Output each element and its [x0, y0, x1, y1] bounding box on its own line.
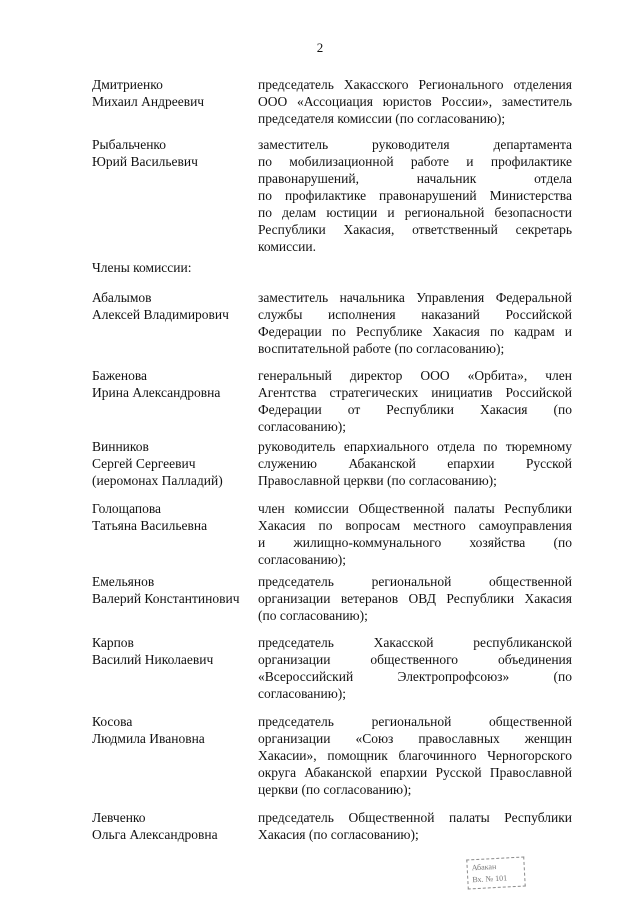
surname: Винников: [92, 439, 149, 454]
role-line: служению Абаканской епархии Русской: [258, 456, 572, 471]
role-line: руководитель епархиального отдела по тюремному: [258, 439, 572, 454]
given-names: Людмила Ивановна: [92, 731, 205, 746]
role-line: воспитательной работе (по согласованию);: [258, 341, 505, 356]
surname: Карпов: [92, 635, 134, 650]
member-name: [92, 809, 252, 843]
given-names: Сергей Сергеевич: [92, 456, 196, 471]
role-line: округа Абаканской епархии Русской Православной: [258, 765, 572, 780]
surname: Дмитриенко: [92, 77, 163, 92]
given-names: Валерий Константинович: [92, 591, 240, 606]
member-role: [258, 76, 572, 127]
role-line: генеральный директор ООО «Орбита», член: [258, 368, 572, 383]
role-line: председатель региональной общественной: [258, 574, 572, 589]
member-name: [92, 76, 252, 110]
role-line: по профилактике правонарушений Министерства: [258, 188, 572, 203]
role-line: согласованию);: [258, 419, 347, 434]
given-names: Юрий Васильевич: [92, 154, 198, 169]
members-heading: Члены комиссии:: [92, 260, 192, 275]
role-line: правонарушений, начальник отдела: [258, 171, 572, 186]
member-role: [258, 367, 572, 435]
member-name: [92, 634, 252, 668]
role-line: организации ветеранов ОВД Республики Хакасия: [258, 591, 572, 606]
member-name: [92, 438, 252, 489]
surname: Рыбальченко: [92, 137, 167, 152]
role-line: (по согласованию);: [258, 608, 368, 623]
role-line: ООО «Ассоциация юристов России», заместитель: [258, 94, 572, 109]
role-line: по делам юстиции и региональной безопасности: [258, 205, 572, 220]
role-line: Хакасия (по согласованию);: [258, 827, 419, 842]
member-role: [258, 573, 572, 624]
role-line: и жилищно-коммунального хозяйства (по: [258, 535, 572, 550]
role-line: Республики Хакасия, ответственный секретарь: [258, 222, 572, 237]
member-name: [92, 136, 252, 170]
member-role: [258, 809, 572, 843]
member-role: [258, 713, 572, 798]
member-name: [92, 500, 252, 534]
role-line: церкви (по согласованию);: [258, 782, 412, 797]
surname: Емельянов: [92, 574, 155, 589]
given-names: Михаил Андреевич: [92, 94, 205, 109]
given-names: Алексей Владимирович: [92, 307, 229, 322]
member-name: [92, 573, 252, 607]
member-role: [258, 634, 572, 702]
role-line: председатель региональной общественной: [258, 714, 572, 729]
role-line: Федерации от Республики Хакасия (по: [258, 402, 572, 417]
role-line: службы исполнения наказаний Российской: [258, 307, 572, 322]
member-role: [258, 438, 572, 489]
role-line: Федерации по Республике Хакасия по кадрам и: [258, 324, 572, 339]
role-line: по мобилизационной работе и профилактике: [258, 154, 572, 169]
stamp-line: Вх. № 101: [472, 873, 508, 885]
role-line: Хакасия по вопросам местного самоуправления: [258, 518, 572, 533]
stamp-line: Абакан: [471, 861, 497, 873]
member-role: [258, 500, 572, 568]
surname: Левченко: [92, 810, 146, 825]
member-role: [258, 289, 572, 357]
given-names: Татьяна Васильевна: [92, 518, 208, 533]
role-line: Агентства стратегических инициатив Российской: [258, 385, 572, 400]
role-line: организации общественного объединения: [258, 652, 572, 667]
surname: Баженова: [92, 368, 148, 383]
given-names: Василий Николаевич: [92, 652, 214, 667]
surname: Голощапова: [92, 501, 162, 516]
given-names: Ирина Александровна: [92, 385, 221, 400]
surname: Абалымов: [92, 290, 152, 305]
page-number: 2: [316, 40, 324, 55]
role-line: согласованию);: [258, 686, 347, 701]
surname: Косова: [92, 714, 133, 729]
role-line: председателя комиссии (по согласованию);: [258, 111, 506, 126]
registration-stamp: [466, 857, 525, 890]
member-name: [92, 713, 252, 747]
role-line: комиссии.: [258, 239, 316, 254]
role-line: Православной церкви (по согласованию);: [258, 473, 497, 488]
given-names: Ольга Александровна: [92, 827, 218, 842]
role-line: председатель Хакасской республиканской: [258, 635, 572, 650]
member-name: [92, 289, 252, 323]
role-line: «Всероссийский Электропрофсоюз» (по: [258, 669, 572, 684]
role-line: председатель Общественной палаты Республики: [258, 810, 572, 825]
role-line: организации «Союз православных женщин: [258, 731, 572, 746]
member-name: [92, 367, 252, 401]
role-line: заместитель руководителя департамента: [258, 137, 572, 152]
role-line: член комиссии Общественной палаты Республики: [258, 501, 572, 516]
role-line: председатель Хакасского Регионального отделения: [258, 77, 572, 92]
role-line: согласованию);: [258, 552, 347, 567]
role-line: Хакасии», помощник благочинного Черногорского: [258, 748, 572, 763]
member-role: [258, 136, 572, 255]
role-line: заместитель начальника Управления Федеральной: [258, 290, 572, 305]
monastic-name: (иеромонах Палладий): [92, 473, 223, 488]
